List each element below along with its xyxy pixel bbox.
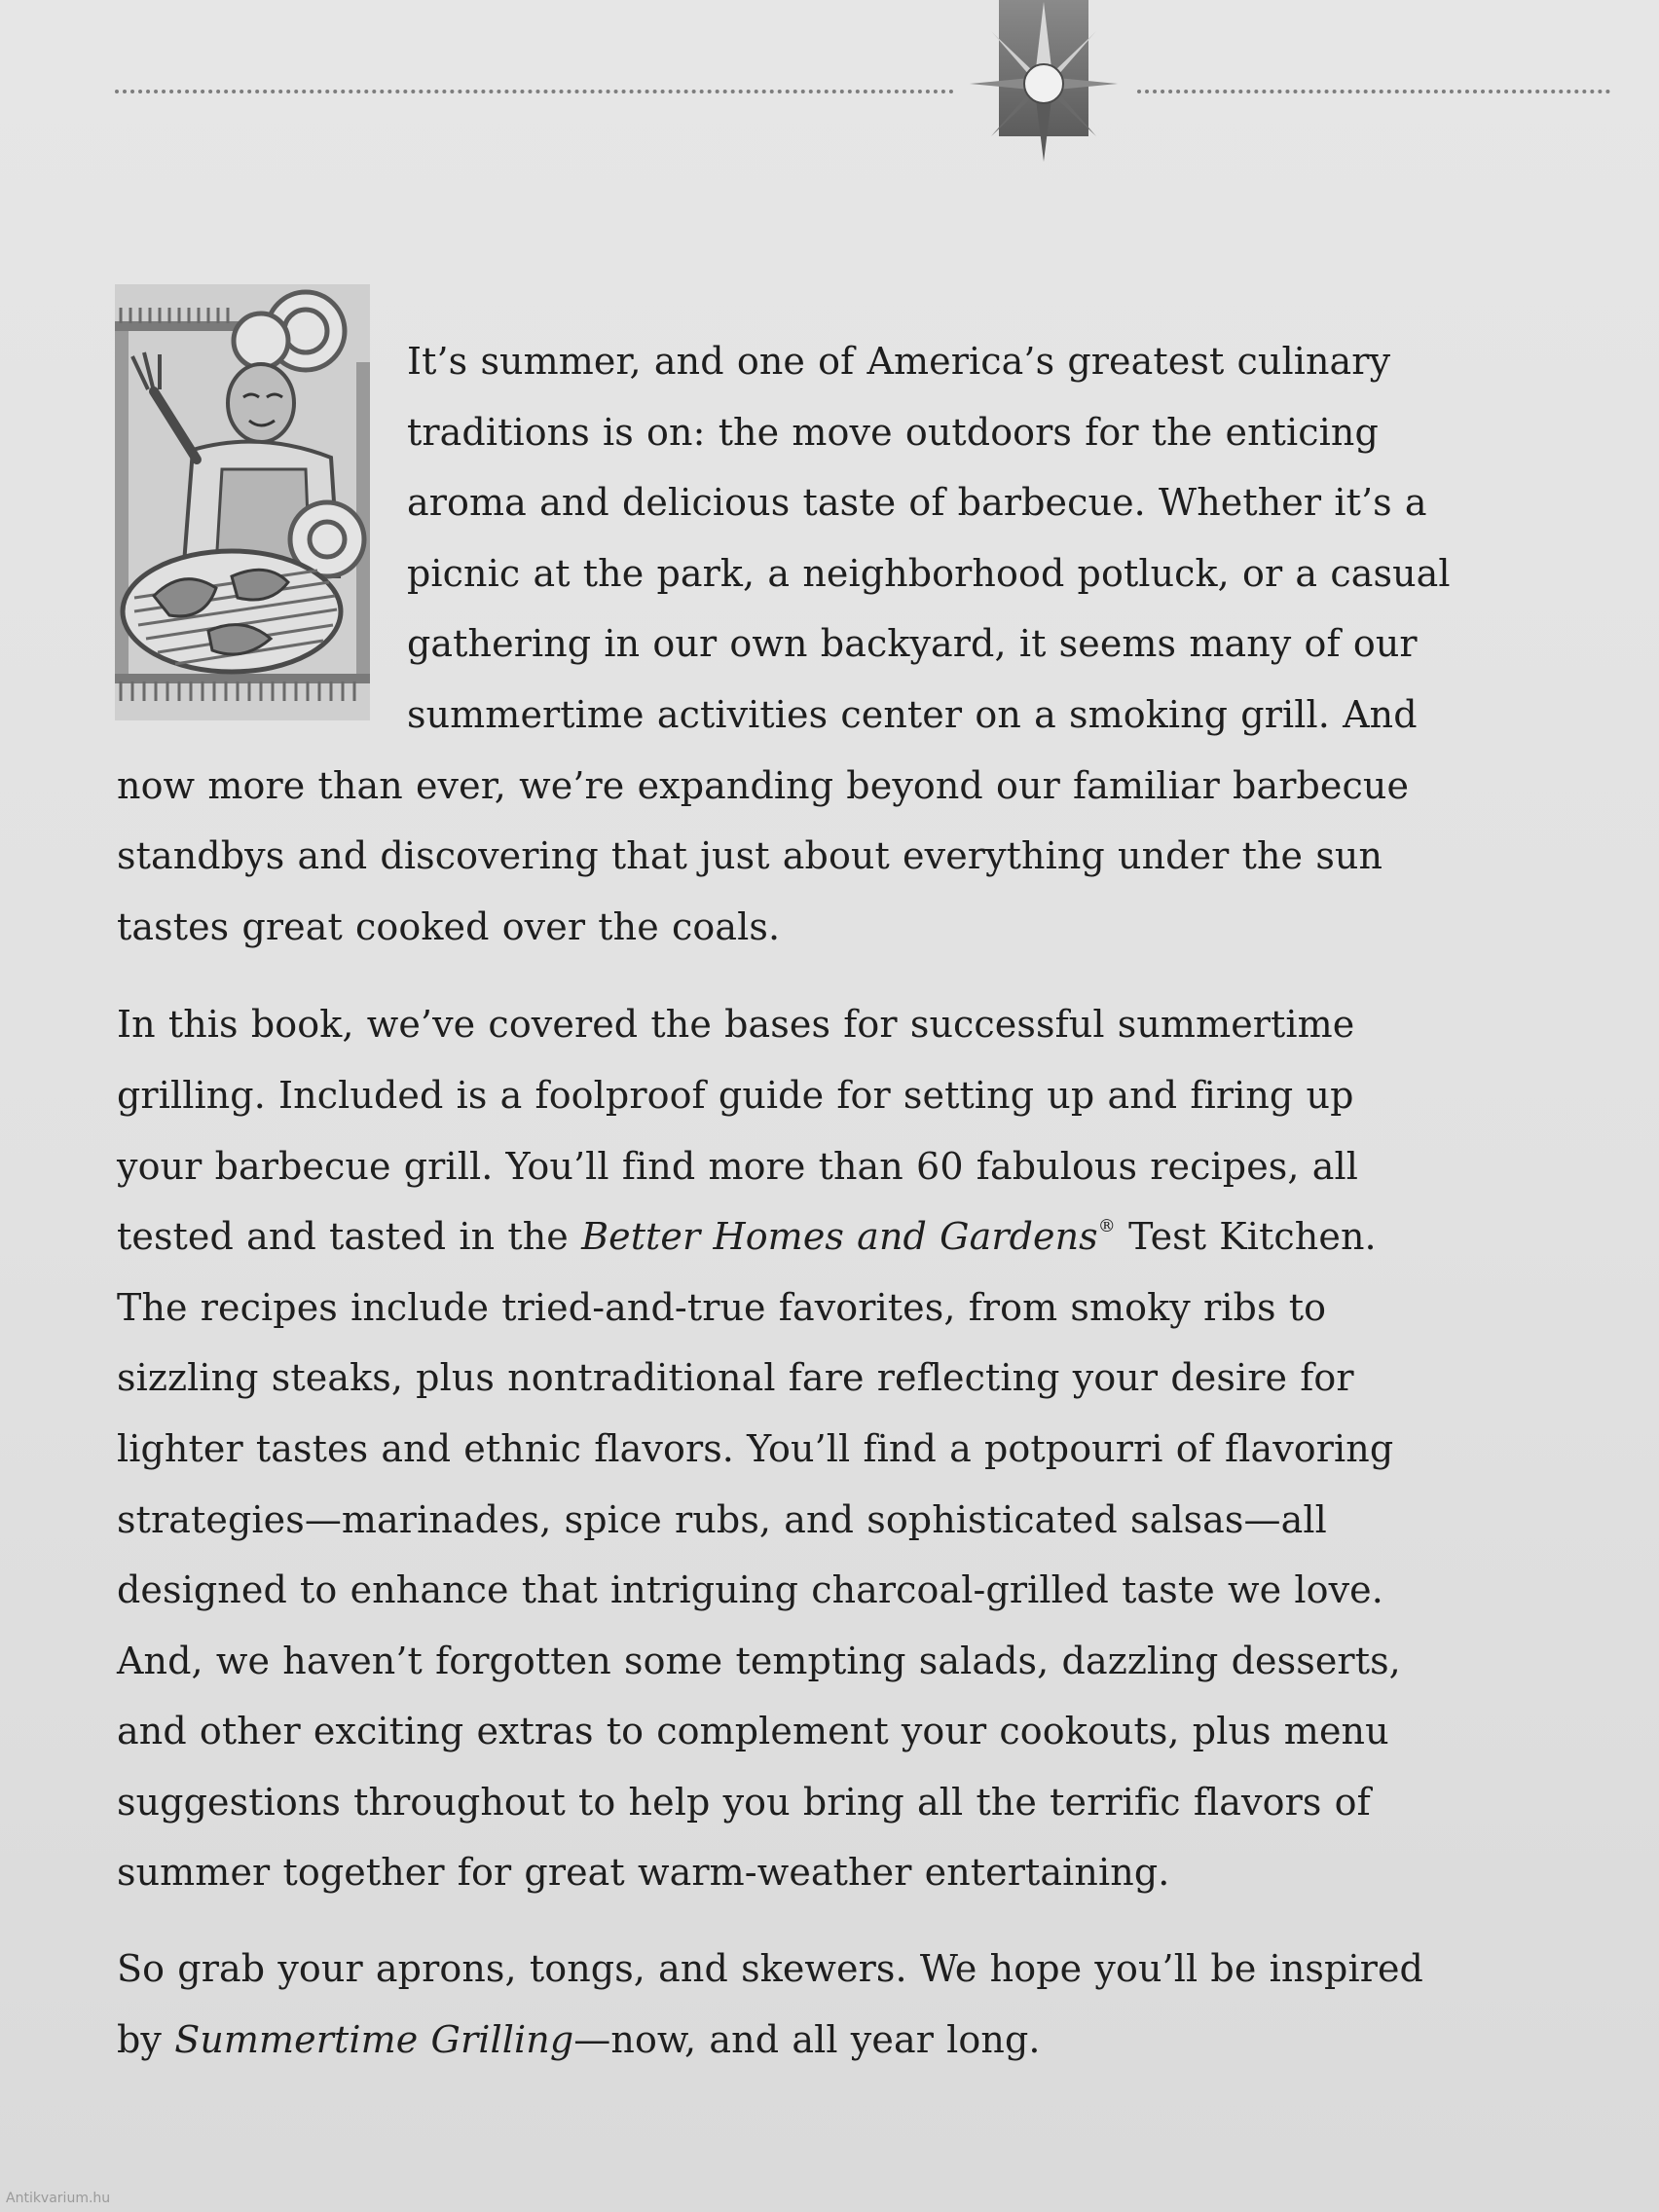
paragraph-book-overview <box>117 989 1499 1908</box>
sun-compass-icon <box>970 0 1118 164</box>
text-line: traditions is on: the move outdoors for the enticing <box>407 410 1379 454</box>
paragraph-intro <box>117 326 1499 962</box>
text-line: designed to enhance that intriguing charcoal-grilled taste we love. <box>117 1568 1383 1612</box>
text-line: suggestions throughout to help you bring all the terrific flavors of <box>117 1780 1371 1824</box>
text-line: aroma and delicious taste of barbecue. Whether it’s a <box>407 481 1427 525</box>
text-line: gathering in our own backyard, it seems many of our <box>407 622 1418 666</box>
text-line: The recipes include tried-and-true favorites, from smoky ribs to <box>117 1285 1327 1329</box>
text-line: lighter tastes and ethnic flavors. You’ll find a potpourri of flavoring <box>117 1426 1394 1470</box>
text-line: It’s summer, and one of America’s greatest culinary <box>407 340 1391 383</box>
text-fragment: tested and tasted in the <box>117 1215 582 1259</box>
dotted-rule-right <box>1137 90 1610 93</box>
text-line <box>117 1201 1499 1272</box>
book-title: Summertime Grilling <box>174 2017 574 2061</box>
magazine-title: Better Homes and Gardens <box>581 1215 1098 1259</box>
text-line: standbys and discovering that just about everything under the sun <box>117 834 1383 878</box>
text-fragment: —now, and all year long. <box>573 2017 1041 2061</box>
text-line: grilling. Included is a foolproof guide for setting up and firing up <box>117 1073 1354 1117</box>
text-fragment: Test Kitchen. <box>1115 1215 1377 1259</box>
text-line: strategies—marinades, spice rubs, and sophisticated salsas—all <box>117 1497 1327 1541</box>
text-line: So grab your aprons, tongs, and skewers. We hope you’ll be inspired <box>117 1947 1423 1991</box>
text-fragment: by <box>117 2017 175 2061</box>
text-line: and other exciting extras to complement your cookouts, plus menu <box>117 1710 1389 1753</box>
paragraph-closing <box>117 1934 1499 2075</box>
registered-mark: ® <box>1097 1216 1116 1237</box>
text-line: And, we haven’t forgotten some tempting salads, dazzling desserts, <box>117 1639 1401 1682</box>
page-header <box>0 0 1659 166</box>
text-line: summertime activities center on a smoking grill. And <box>407 692 1418 736</box>
text-line: tastes great cooked over the coals. <box>117 904 781 948</box>
dotted-rule-left <box>115 90 954 93</box>
text-line <box>117 2005 1499 2076</box>
watermark: Antikvarium.hu <box>6 2191 111 2206</box>
text-line: picnic at the park, a neighborhood potluck, or a casual <box>407 551 1451 595</box>
text-line: now more than ever, we’re expanding beyond our familiar barbecue <box>117 763 1410 807</box>
text-line: your barbecue grill. You’ll find more than 60 fabulous recipes, all <box>117 1144 1359 1188</box>
intro-text <box>117 326 1499 2075</box>
text-line: sizzling steaks, plus nontraditional fare reflecting your desire for <box>117 1356 1354 1400</box>
text-line: summer together for great warm-weather entertaining. <box>117 1851 1170 1895</box>
text-line: In this book, we’ve covered the bases for successful summertime <box>117 1003 1355 1047</box>
